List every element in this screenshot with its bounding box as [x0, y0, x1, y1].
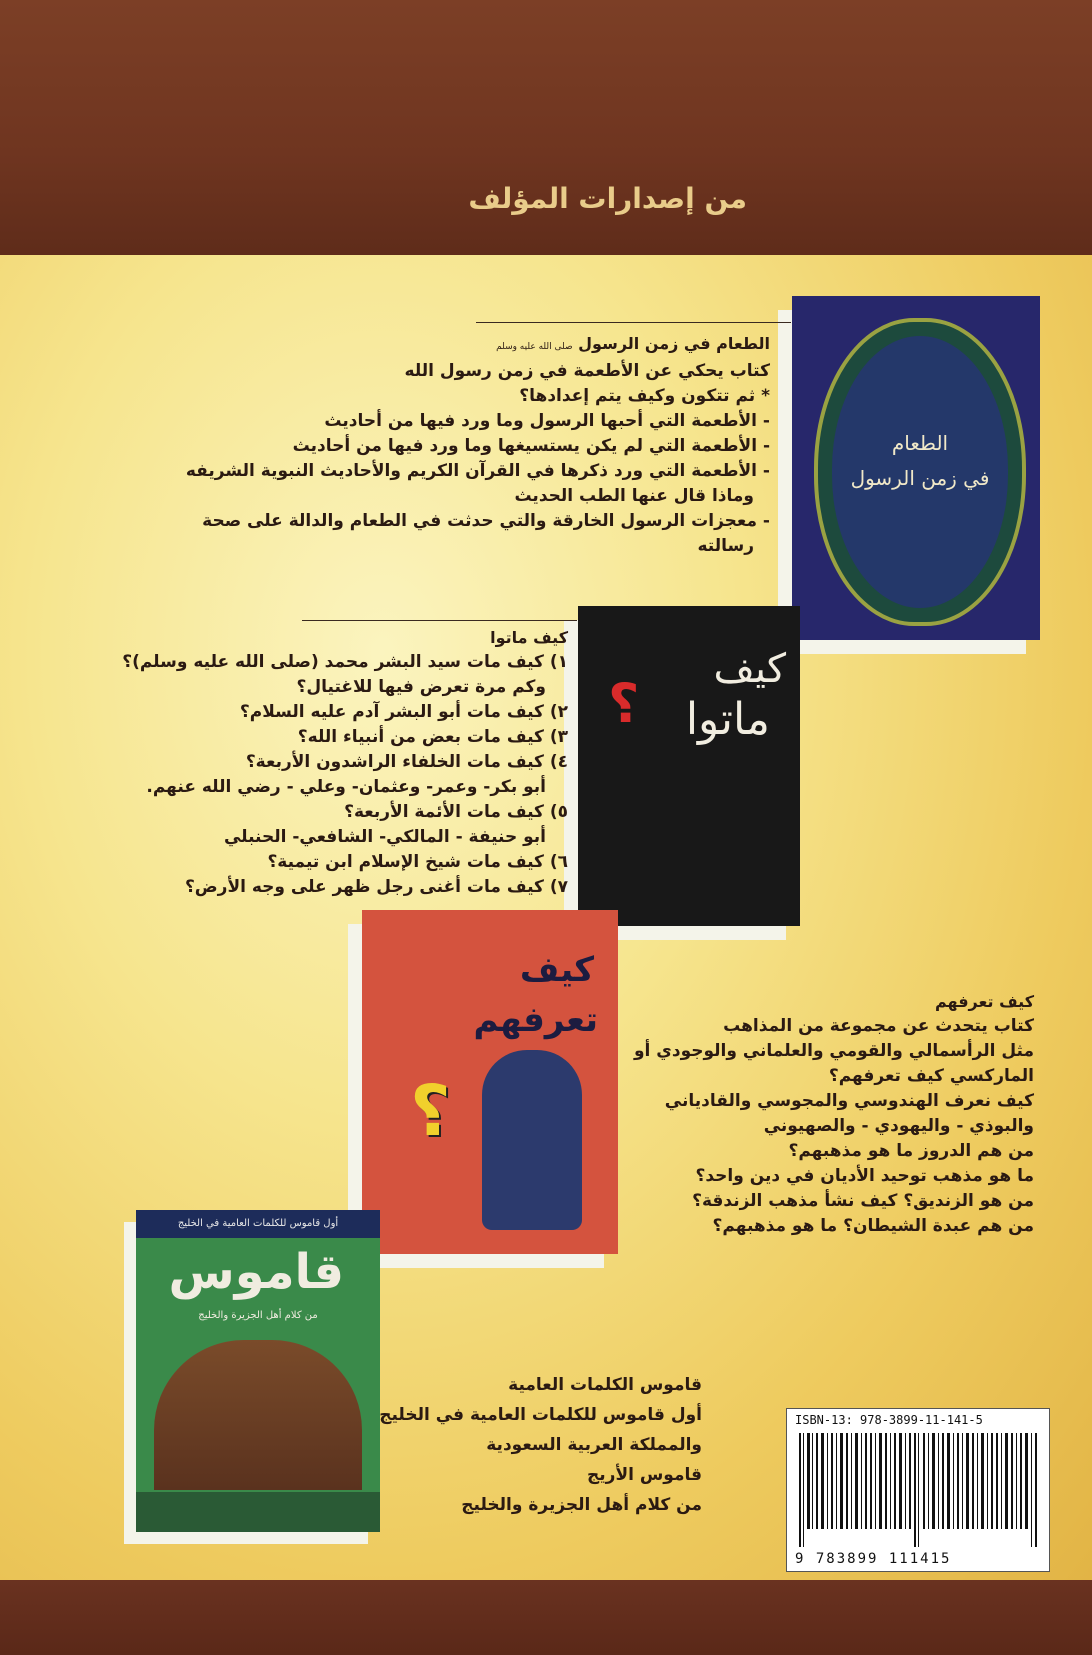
book3-line: الماركسي كيف تعرفهم؟	[828, 1066, 1034, 1086]
book3-line: والبوذي - واليهودي - والصهيوني	[763, 1116, 1034, 1136]
top-band	[0, 0, 1092, 255]
book4-description	[342, 1370, 702, 1520]
cover-top-strip: أول قاموس للكلمات العامية في الخليج	[136, 1210, 380, 1238]
question-mark-icon: ؟	[410, 1070, 451, 1152]
book1-line: - الأطعمة التي أحبها الرسول وما ورد فيها من أحاديث	[324, 411, 770, 431]
book3-heading: كيف تعرفهم	[934, 992, 1034, 1011]
book1-description	[185, 332, 770, 559]
book2-line: أبو حنيفة - المالكي- الشافعي- الحنبلي	[223, 827, 546, 847]
book2-line: ٤) كيف مات الخلفاء الراشدون الأربعة؟	[245, 752, 568, 772]
book1-line: - الأطعمة التي ورد ذكرها في القرآن الكريم والأحاديث النبوية الشريفه	[185, 461, 770, 481]
isbn-barcode	[786, 1408, 1050, 1572]
book3-line: من هم عبدة الشيطان؟ ما هو مذهبهم؟	[712, 1216, 1034, 1236]
book1-line: - معجزات الرسول الخارقة والتي حدثت في الطعام والدالة على صحة	[202, 511, 770, 531]
book4-line: من كلام أهل الجزيرة والخليج	[461, 1495, 702, 1515]
book4-line: أول قاموس للكلمات العامية في الخليج	[379, 1405, 702, 1425]
book2-line: وكم مرة تعرض فيها للاغتيال؟	[296, 677, 546, 697]
book1-heading: الطعام في زمن الرسول صلى الله عليه وسلم	[496, 334, 770, 353]
book2-line: أبو بكر- وعمر- وعثمان- وعلي - رضي الله عنهم.	[146, 777, 546, 797]
book2-line: ٥) كيف مات الأئمة الأربعة؟	[344, 802, 568, 822]
book1-line: وماذا قال عنها الطب الحديث	[514, 486, 754, 506]
divider	[302, 620, 577, 621]
cover-title-line1: كيف	[519, 950, 594, 990]
book-cover-how-to-know-them	[362, 910, 618, 1254]
book2-line: ٣) كيف مات بعض من أنبياء الله؟	[297, 727, 568, 747]
book2-line: ٦) كيف مات شيخ الإسلام ابن تيمية؟	[267, 852, 568, 872]
section-title: من إصدارات المؤلف	[468, 182, 747, 215]
book2-line: ٢) كيف مات أبو البشر آدم عليه السلام؟	[239, 702, 568, 722]
book2-heading: كيف ماتوا	[490, 628, 568, 647]
book-cover-food-in-prophet-time	[792, 296, 1040, 640]
question-mark-icon: ؟	[608, 672, 640, 735]
book1-line: رسالته	[697, 536, 754, 556]
book2-line: ٧) كيف مات أغنى رجل ظهر على وجه الأرض؟	[184, 877, 568, 897]
barcode-digits: 9 783899 111415	[795, 1551, 952, 1567]
book3-description	[604, 990, 1034, 1239]
book3-line: كيف نعرف الهندوسي والمجوسي والقادياني	[664, 1091, 1034, 1111]
cover-title: قاموس	[168, 1244, 344, 1300]
book3-line: من هو الزنديق؟ كيف نشأ مذهب الزندقة؟	[692, 1191, 1034, 1211]
book3-line: مثل الرأسمالي والقومي والعلماني والوجودي أو	[633, 1041, 1034, 1061]
cover-photo	[154, 1340, 362, 1490]
cover-title-line2: في زمن الرسول	[850, 466, 990, 490]
cover-title-line1: كيف	[713, 646, 786, 692]
book4-line: قاموس الأريج	[587, 1465, 702, 1485]
barcode-bars	[797, 1433, 1039, 1547]
book4-line: قاموس الكلمات العامية	[508, 1375, 702, 1395]
bottom-band	[0, 1580, 1092, 1655]
book3-line: كتاب يتحدث عن مجموعة من المذاهب	[723, 1016, 1034, 1036]
book1-line: كتاب يحكي عن الأطعمة في زمن رسول الله	[404, 361, 770, 381]
isbn-label: ISBN-13: 978-3899-11-141-5	[795, 1413, 983, 1427]
book1-line: - الأطعمة التي لم يكن يستسيغها وما ورد فيها من أحاديث	[292, 436, 770, 456]
book-cover-how-they-died	[578, 606, 800, 926]
book4-line: والمملكة العربية السعودية	[486, 1435, 702, 1455]
silhouette-figure	[482, 1050, 582, 1230]
book2-description	[48, 626, 568, 900]
book2-line: ١) كيف مات سيد البشر محمد (صلى الله عليه وسلم)؟	[122, 652, 568, 672]
cover-title-line2: ماتوا	[685, 694, 770, 745]
book1-line: * ثم تتكون وكيف يتم إعدادها؟	[519, 386, 770, 406]
cover-subtitle: من كلام أهل الجزيرة والخليج	[198, 1310, 318, 1321]
ornamental-frame	[814, 318, 1026, 626]
divider	[476, 322, 791, 323]
cover-title-line1: الطعام	[891, 431, 949, 455]
cover-title-line2: تعرفهم	[473, 1000, 598, 1040]
book3-line: من هم الدروز ما هو مذهبهم؟	[788, 1141, 1034, 1161]
book3-line: ما هو مذهب توحيد الأديان في دين واحد؟	[695, 1166, 1034, 1186]
